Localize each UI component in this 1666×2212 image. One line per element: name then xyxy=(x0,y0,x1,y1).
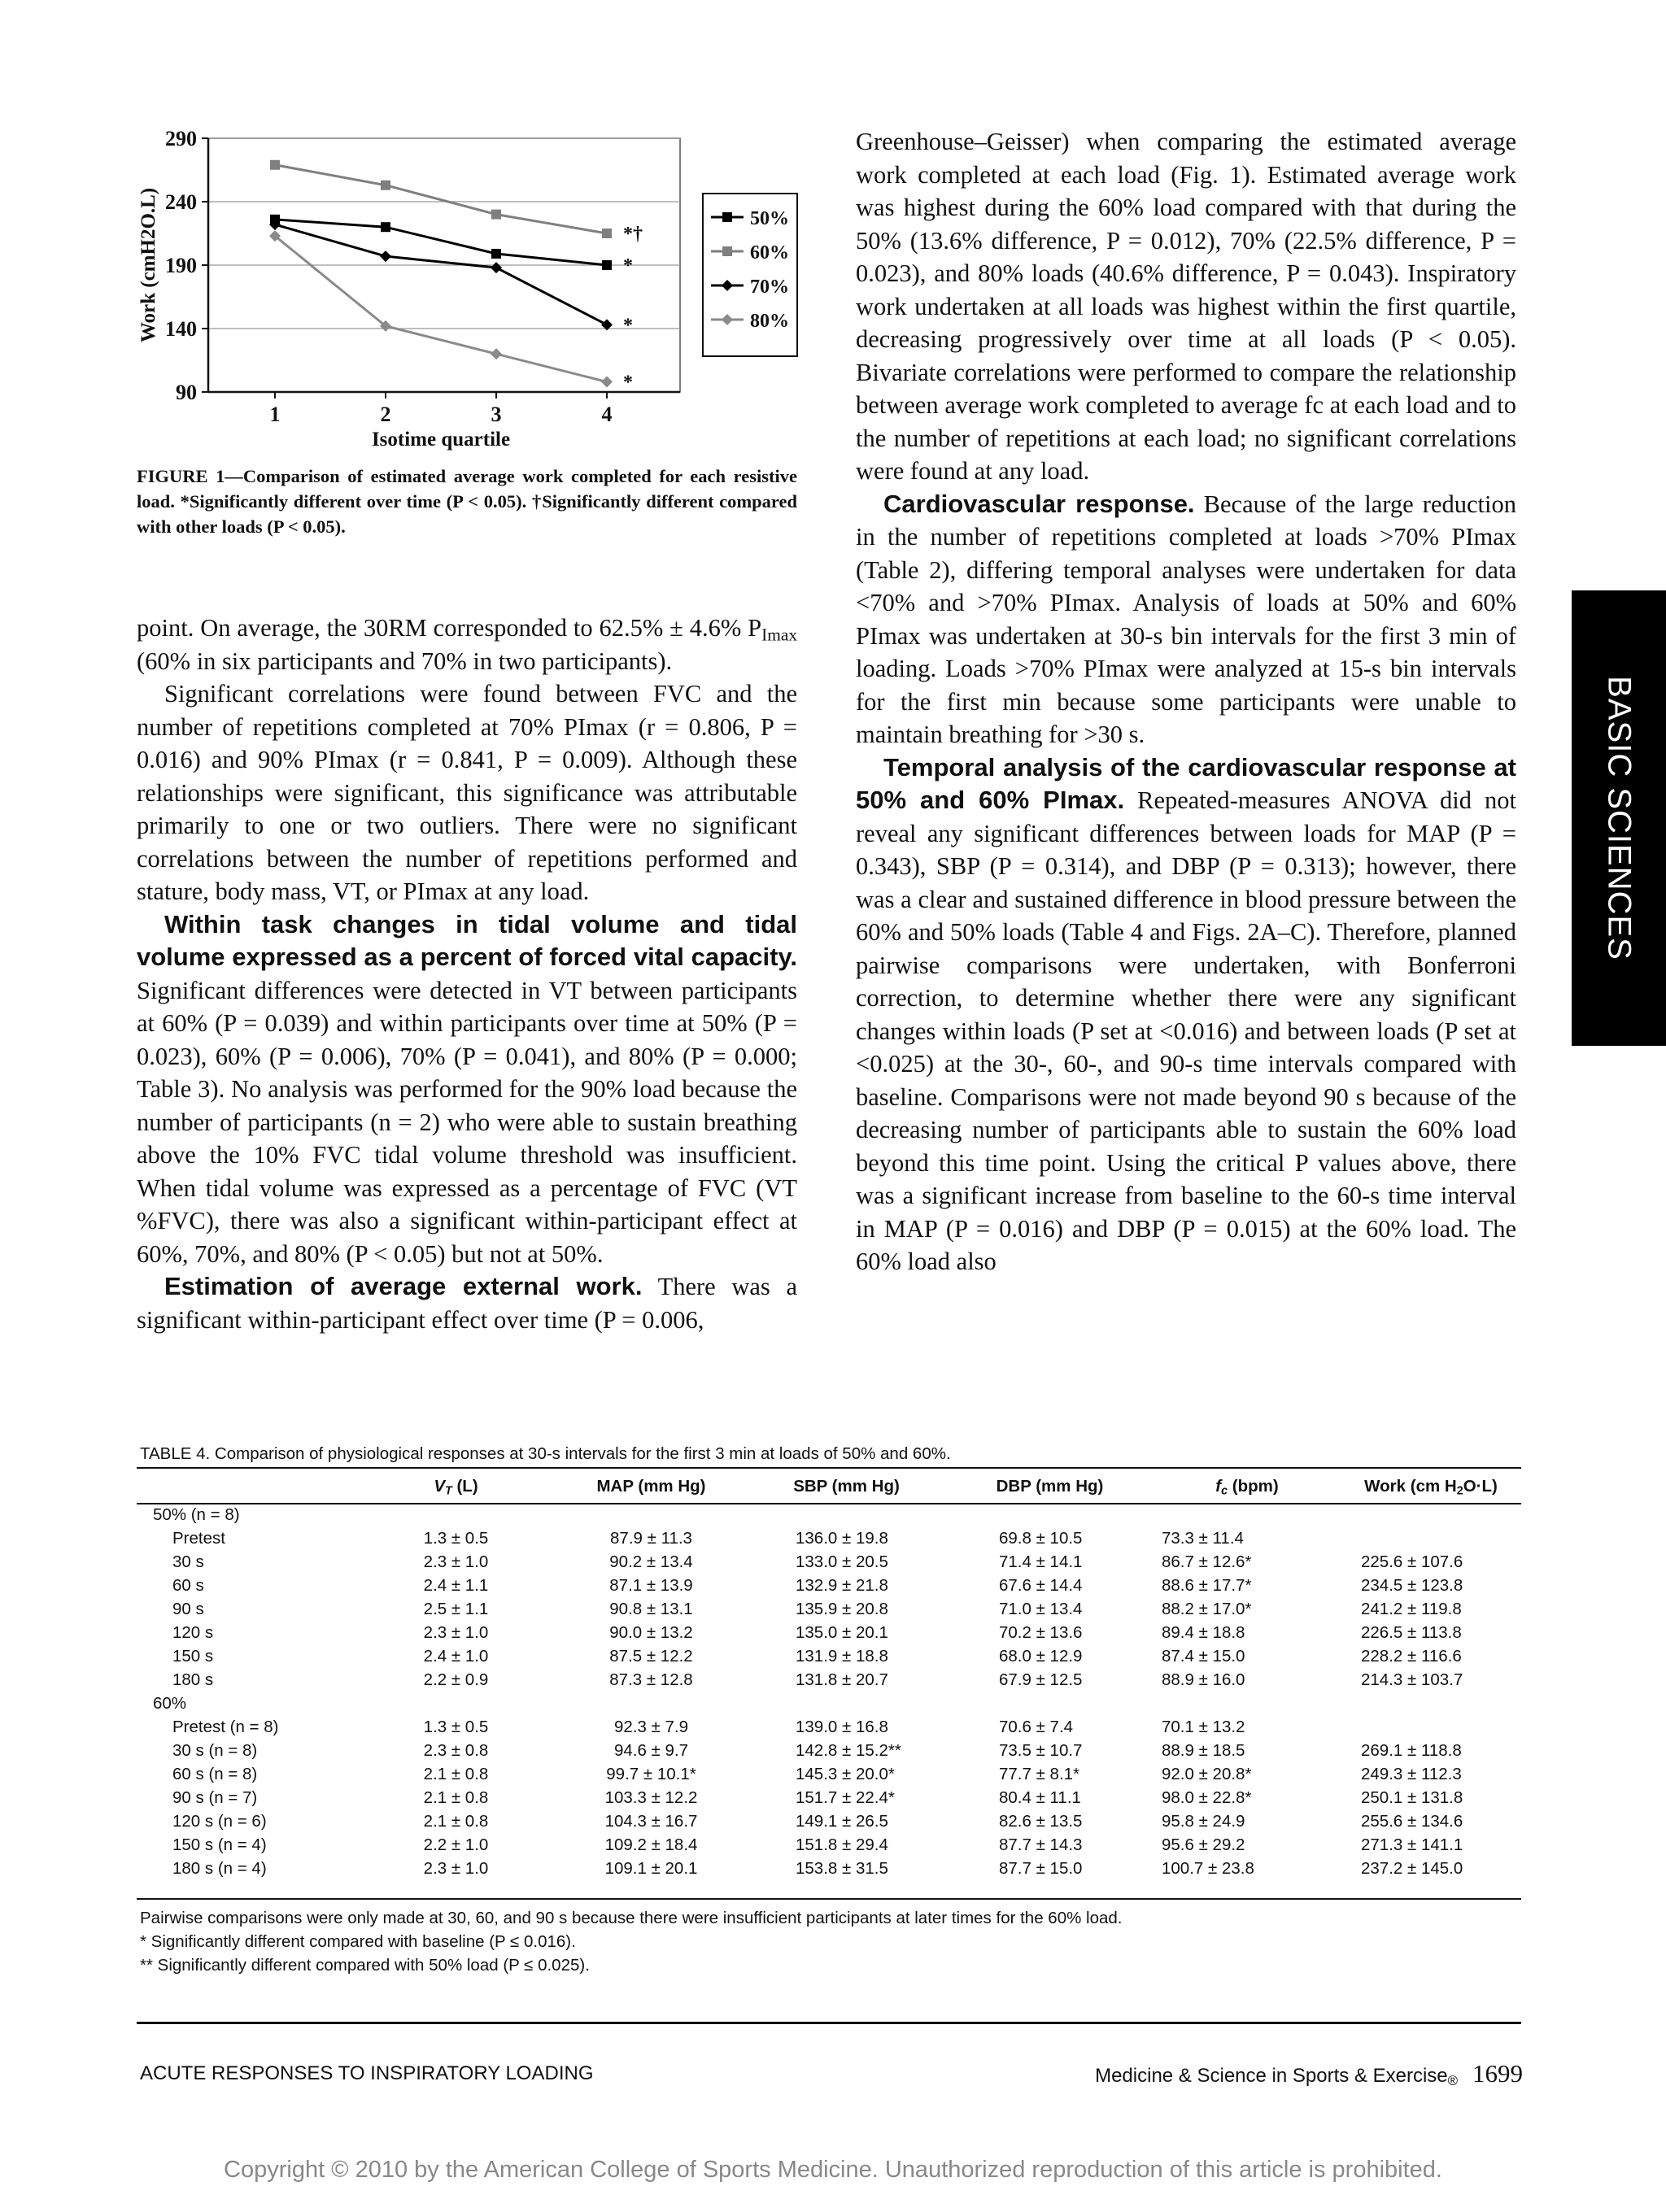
right-paragraph-3: Temporal analysis of the cardiovascular response at 50% and 60% PImax. Repeated-measures ANOVA did not reveal any significant differences between loads for MAP (P = 0.343), SBP (P = 0.314), and DBP (P = 0.313); however, there was a clear and sustained difference in blood pressure between the 60% and 50% loads (Table 4 and Figs. 2A–C). Therefore, planned pairwise comparisons were undertaken, with Bonferroni correction, to determine whether there were any significant changes within loads (P set at <0.016) and between loads (P set at <0.025) at the 30-, 60-, and 90-s time intervals compared with baseline. Comparisons were not made beyond 90 s because of the decreasing number of participants able to sustain the 60% load beyond this time point. Using the critical P values above, there was a significant increase from baseline to the 60-s time interval in MAP (P = 0.016) and DBP (P = 0.015) at the 60% load. The 60% load also xyxy=(856,752,1516,1275)
table-cell: 92.3 ± 7.9 xyxy=(613,1717,689,1736)
table-cell: 98.0 ± 22.8* xyxy=(1162,1787,1252,1807)
table-row xyxy=(137,1809,1521,1833)
x-tick-label: 1 xyxy=(269,403,281,426)
table-cell: 69.8 ± 10.5 xyxy=(999,1528,1083,1548)
x-tick-label: 2 xyxy=(380,403,391,426)
table-cell: 131.9 ± 18.8 xyxy=(796,1646,888,1666)
left-paragraph-4: Estimation of average external work. There was a significant within-participant effect over time (P = 0.006, xyxy=(137,1272,798,1334)
row-label: 30 s (n = 8) xyxy=(172,1740,258,1760)
row-label: 120 s xyxy=(172,1622,214,1642)
section-heading-external-work: Estimation of average external work. xyxy=(164,1272,643,1300)
table-cell: 135.0 ± 20.1 xyxy=(796,1622,888,1642)
table-row xyxy=(137,1857,1521,1880)
col-header-dbp: DBP (mm Hg) xyxy=(996,1477,1104,1496)
table-note-2: * Significantly different compared with baseline (P ≤ 0.016). xyxy=(140,1932,576,1951)
table-header-rule xyxy=(137,1503,1521,1504)
row-label: 90 s xyxy=(172,1599,204,1618)
table-bottom-rule xyxy=(137,1898,1521,1900)
table-cell: 135.9 ± 20.8 xyxy=(796,1599,888,1618)
table-row xyxy=(137,1597,1521,1621)
figure-1-chart xyxy=(130,122,805,455)
table-cell: 225.6 ± 107.6 xyxy=(1361,1552,1463,1571)
data-point xyxy=(601,377,613,388)
table-cell: 228.2 ± 116.6 xyxy=(1361,1646,1462,1666)
table-cell: 234.5 ± 123.8 xyxy=(1361,1575,1463,1595)
table-cell: 151.8 ± 29.4 xyxy=(796,1835,888,1854)
table-cell: 67.9 ± 12.5 xyxy=(999,1670,1083,1689)
table-cell: 2.1 ± 0.8 xyxy=(423,1787,489,1807)
table-cell: 250.1 ± 131.8 xyxy=(1361,1787,1463,1807)
table-cell: 90.0 ± 13.2 xyxy=(609,1622,693,1642)
left-column xyxy=(137,612,797,1336)
table-4 xyxy=(137,1470,1521,1880)
table-row xyxy=(137,1715,1521,1739)
table-cell: 2.4 ± 1.0 xyxy=(423,1646,489,1666)
table-cell: 89.4 ± 18.8 xyxy=(1162,1622,1245,1642)
table-cell: 249.3 ± 112.3 xyxy=(1361,1764,1462,1783)
table-4-title: TABLE 4. Comparison of physiological responses at 30-s intervals for the first 3 min at loads of 50% and 60%. xyxy=(140,1444,951,1463)
table-cell: 80.4 ± 11.1 xyxy=(999,1787,1081,1807)
row-label: 180 s xyxy=(172,1670,214,1689)
table-cell: 149.1 ± 26.5 xyxy=(796,1811,888,1831)
section-heading-tidal-volume: Within task changes in tidal volume and tidal volume expressed as a percent of forced vital capacity. xyxy=(137,909,797,971)
table-cell: 132.9 ± 21.8 xyxy=(796,1575,888,1595)
table-cell: 2.2 ± 1.0 xyxy=(423,1835,489,1854)
running-title: ACUTE RESPONSES TO INSPIRATORY LOADING xyxy=(140,2062,594,2084)
table-cell: 241.2 ± 119.8 xyxy=(1361,1599,1462,1618)
footer-rule xyxy=(137,2022,1521,2024)
table-cell xyxy=(1341,1526,1521,1550)
data-point xyxy=(381,181,390,190)
table-cell: 2.3 ± 1.0 xyxy=(423,1552,489,1571)
table-cell: 145.3 ± 20.0* xyxy=(796,1764,895,1783)
table-cell: 88.6 ± 17.7* xyxy=(1162,1575,1252,1595)
legend-marker xyxy=(722,212,732,222)
table-cell: 87.7 ± 14.3 xyxy=(999,1835,1083,1854)
table-top-rule xyxy=(137,1467,1521,1469)
left-paragraph-1: point. On average, the 30RM corresponded to 62.5% ± 4.6% $P_{Imax}$ (60% in six participants and 70% in two participants). xyxy=(137,614,797,675)
table-group-row xyxy=(137,1503,1521,1526)
row-label: 60 s xyxy=(172,1575,204,1595)
table-cell: 139.0 ± 16.8 xyxy=(796,1717,888,1736)
y-tick-label: 140 xyxy=(165,317,197,341)
data-point xyxy=(602,260,612,270)
table-cell: 99.7 ± 10.1* xyxy=(606,1764,696,1783)
data-point xyxy=(491,210,501,220)
y-tick-label: 290 xyxy=(165,127,197,150)
x-axis-label: Isotime quartile xyxy=(371,429,511,451)
table-cell: 82.6 ± 13.5 xyxy=(999,1811,1083,1831)
left-paragraph-2: Significant correlations were found between FVC and the number of repetitions completed at 70% PImax (r = 0.806, P = 0.016) and 90% PImax (r = 0.841, P = 0.009). Although these relationships were significant, this significance was attributable primarily to one or two outliers. There were no significant correlations between the number of repetitions performed and stature, body mass, VT, or PImax at any load. xyxy=(137,680,797,905)
table-cell: 67.6 ± 14.4 xyxy=(999,1575,1083,1595)
y-tick-label: 190 xyxy=(165,254,197,277)
series-line-80% xyxy=(275,236,607,381)
series-line-50% xyxy=(275,220,607,265)
table-row xyxy=(137,1526,1521,1550)
legend-label: 50% xyxy=(750,208,789,229)
table-cell: 70.6 ± 7.4 xyxy=(999,1717,1074,1736)
significance-marker: * xyxy=(623,315,633,337)
table-cell: 90.8 ± 13.1 xyxy=(609,1599,693,1618)
col-header-sbp: SBP (mm Hg) xyxy=(793,1477,900,1496)
table-row xyxy=(137,1621,1521,1644)
table-cell: 90.2 ± 13.4 xyxy=(609,1552,693,1571)
table-cell: 142.8 ± 15.2** xyxy=(796,1740,901,1760)
table-cell: 71.4 ± 14.1 xyxy=(999,1552,1083,1571)
table-cell: 2.3 ± 1.0 xyxy=(423,1622,489,1642)
table-row xyxy=(137,1762,1521,1786)
table-cell: 237.2 ± 145.0 xyxy=(1361,1858,1463,1878)
right-column xyxy=(856,125,1516,1278)
col-header-vt: $V_T$ (L) xyxy=(434,1477,478,1498)
table-cell: 2.2 ± 0.9 xyxy=(423,1670,489,1689)
data-point xyxy=(380,250,391,262)
table-cell: 77.7 ± 8.1* xyxy=(999,1764,1080,1783)
table-cell: 95.8 ± 24.9 xyxy=(1162,1811,1245,1831)
table-cell: 151.7 ± 22.4* xyxy=(796,1787,895,1807)
table-cell: 2.3 ± 1.0 xyxy=(423,1858,489,1878)
table-cell: 2.1 ± 0.8 xyxy=(423,1764,489,1783)
col-header-fc: $f_c$ (bpm) xyxy=(1215,1477,1279,1498)
x-tick-label: 3 xyxy=(491,403,502,426)
table-cell: 255.6 ± 134.6 xyxy=(1361,1811,1463,1831)
copyright-notice: Copyright © 2010 by the American College of Sports Medicine. Unauthorized reproduction of this article is prohibited. xyxy=(224,2157,1442,2183)
table-cell: 133.0 ± 20.5 xyxy=(796,1552,888,1571)
table-cell: 87.5 ± 12.2 xyxy=(609,1646,693,1666)
left-paragraph-3: Within task changes in tidal volume and tidal volume expressed as a percent of forced vital capacity. Significant differences were detected in VT between participants at 60% (P = 0.039) and within participants over time at 50% (P = 0.023), 60% (P = 0.006), 70% (P = 0.041), and 80% (P = 0.000; Table 3). No analysis was performed for the 90% load because the number of participants (n = 2) who were able to sustain breathing above the 10% FVC tidal volume threshold was insufficient. When tidal volume was expressed as a percentage of FVC (VT %FVC), there was also a significant within-participant effect at 60%, 70%, and 80% (P < 0.05) but not at 50%. xyxy=(137,909,797,1268)
significance-marker: * xyxy=(623,372,633,394)
table-cell: 1.3 ± 0.5 xyxy=(423,1528,489,1548)
row-label: 150 s xyxy=(172,1646,214,1666)
data-point xyxy=(491,348,502,359)
table-group-row xyxy=(137,1692,1521,1715)
section-tab-label: BASIC SCIENCES xyxy=(1601,676,1638,960)
table-cell: 87.1 ± 13.9 xyxy=(609,1575,693,1595)
table-row xyxy=(137,1739,1521,1762)
table-row xyxy=(137,1550,1521,1574)
table-row xyxy=(137,1668,1521,1692)
section-heading-cardiovascular: Cardiovascular response. xyxy=(883,489,1195,518)
row-label: 180 s (n = 4) xyxy=(172,1858,267,1878)
journal-footer xyxy=(1095,2059,1523,2088)
table-cell: 70.1 ± 13.2 xyxy=(1162,1717,1245,1736)
table-cell: 94.6 ± 9.7 xyxy=(613,1740,689,1760)
row-label: 120 s (n = 6) xyxy=(172,1811,267,1831)
col-header-map: MAP (mm Hg) xyxy=(596,1477,706,1496)
table-cell: 104.3 ± 16.7 xyxy=(604,1811,698,1831)
table-cell: 70.2 ± 13.6 xyxy=(999,1622,1083,1642)
row-label: 30 s xyxy=(172,1552,204,1571)
table-cell: 71.0 ± 13.4 xyxy=(999,1599,1083,1618)
table-cell: 88.9 ± 16.0 xyxy=(1162,1670,1245,1689)
data-point xyxy=(381,222,390,232)
table-row xyxy=(137,1574,1521,1597)
table-cell: 2.1 ± 0.8 xyxy=(423,1811,489,1831)
y-axis-label: Work (cmH2O.L) xyxy=(137,187,159,343)
data-point xyxy=(491,249,501,259)
significance-marker: *† xyxy=(623,224,643,245)
y-tick-label: 90 xyxy=(176,381,197,404)
table-cell: 2.3 ± 0.8 xyxy=(423,1740,489,1760)
right-paragraph-2: Cardiovascular response. Because of the large reduction in the number of repetitions completed at loads >70% PImax (Table 2), differing temporal analyses were undertaken for data <70% and >70% PImax. Analysis of loads at 50% and 60% PImax was undertaken at 30-s bin intervals for the first 3 min of loading. Loads >70% PImax were analyzed at 15-s bin intervals for the first min because some participants were unable to maintain breathing for >30 s. xyxy=(856,489,1516,748)
registered-mark: ® xyxy=(1447,2073,1458,2089)
page-number: 1699 xyxy=(1472,2059,1523,2088)
row-label: 150 s (n = 4) xyxy=(172,1835,267,1854)
figure-1-caption: FIGURE 1—Comparison of estimated average work completed for each resistive load. *Significantly different over time (P < 0.05). †Significantly different compared with other loads (P < 0.05). xyxy=(137,466,797,537)
table-cell: 109.1 ± 20.1 xyxy=(604,1858,698,1878)
table-row xyxy=(137,1644,1521,1668)
table-cell: 100.7 ± 23.8 xyxy=(1162,1858,1254,1878)
legend-label: 80% xyxy=(750,311,789,332)
legend-marker xyxy=(722,246,732,256)
table-note-3: ** Significantly different compared with 50% load (P ≤ 0.025). xyxy=(140,1956,590,1975)
row-label: Pretest xyxy=(172,1528,225,1548)
table-cell: 103.3 ± 12.2 xyxy=(604,1787,698,1807)
table-row xyxy=(137,1833,1521,1857)
row-label: 60 s (n = 8) xyxy=(172,1764,258,1783)
table-cell: 131.8 ± 20.7 xyxy=(796,1670,888,1689)
table-row xyxy=(137,1786,1521,1809)
table-header-row xyxy=(137,1470,1521,1503)
table-cell: 73.5 ± 10.7 xyxy=(999,1740,1083,1760)
data-point xyxy=(491,262,502,273)
data-point xyxy=(270,160,280,170)
table-cell: 95.6 ± 29.2 xyxy=(1162,1835,1245,1854)
section-heading-temporal-analysis: Temporal analysis of the cardiovascular response at 50% and 60% PImax. xyxy=(856,752,1516,814)
table-cell: 109.2 ± 18.4 xyxy=(604,1835,698,1854)
row-label: 90 s (n = 7) xyxy=(172,1787,258,1807)
table-cell: 73.3 ± 11.4 xyxy=(1162,1528,1244,1548)
data-point xyxy=(602,229,612,238)
table-cell: 1.3 ± 0.5 xyxy=(423,1717,489,1736)
table-cell: 92.0 ± 20.8* xyxy=(1162,1764,1252,1783)
significance-marker: * xyxy=(623,255,633,276)
legend-label: 60% xyxy=(750,242,789,263)
table-cell: 68.0 ± 12.9 xyxy=(999,1646,1083,1666)
right-paragraph-1: Greenhouse–Geisser) when comparing the estimated average work completed at each load (Fig. 1). Estimated average work was highest during the 60% load compared with that during the 50% (13.6% difference, P = 0.012), 70% (22.5% difference, P = 0.023), and 80% loads (40.6% difference, P = 0.043). Inspiratory work undertaken at all loads was highest within the first quartile, decreasing progressively over time at all loads (P < 0.05). Bivariate correlations were performed to compare the relationship between average work completed to average fc at each load and to the number of repetitions at each load; no significant correlations were found at any load. xyxy=(856,128,1516,485)
table-cell: 86.7 ± 12.6* xyxy=(1162,1552,1252,1571)
table-cell: 2.4 ± 1.1 xyxy=(423,1575,489,1595)
group-label: 60% xyxy=(153,1693,187,1713)
col-header-work: Work (cm $H_2O\cdot L$) xyxy=(1364,1477,1498,1498)
table-cell: 214.3 ± 103.7 xyxy=(1361,1670,1463,1689)
table-cell: 87.4 ± 15.0 xyxy=(1162,1646,1245,1666)
table-cell: 87.9 ± 11.3 xyxy=(610,1528,692,1548)
row-label: Pretest (n = 8) xyxy=(172,1717,279,1736)
legend-label: 70% xyxy=(750,276,789,298)
table-4-notes xyxy=(140,1906,1123,1977)
table-note-1: Pairwise comparisons were only made at 30, 60, and 90 s because there were insufficient participants at later times for the 60% load. xyxy=(140,1909,1123,1927)
table-cell: 2.5 ± 1.1 xyxy=(423,1599,489,1618)
journal-name: Medicine & Science in Sports & Exercise xyxy=(1095,2065,1448,2087)
table-cell xyxy=(1341,1715,1521,1739)
table-cell: 88.2 ± 17.0* xyxy=(1162,1599,1252,1618)
table-cell: 87.3 ± 12.8 xyxy=(609,1670,693,1689)
table-cell: 87.7 ± 15.0 xyxy=(999,1858,1083,1878)
x-tick-label: 4 xyxy=(601,403,613,426)
table-cell: 88.9 ± 18.5 xyxy=(1162,1740,1245,1760)
table-cell: 269.1 ± 118.8 xyxy=(1361,1740,1462,1760)
table-cell: 271.3 ± 141.1 xyxy=(1361,1835,1463,1854)
table-cell: 136.0 ± 19.8 xyxy=(796,1528,888,1548)
table-cell: 153.8 ± 31.5 xyxy=(796,1858,888,1878)
group-label: 50% (n = 8) xyxy=(153,1504,240,1524)
y-tick-label: 240 xyxy=(165,190,197,214)
table-cell: 226.5 ± 113.8 xyxy=(1361,1622,1462,1642)
